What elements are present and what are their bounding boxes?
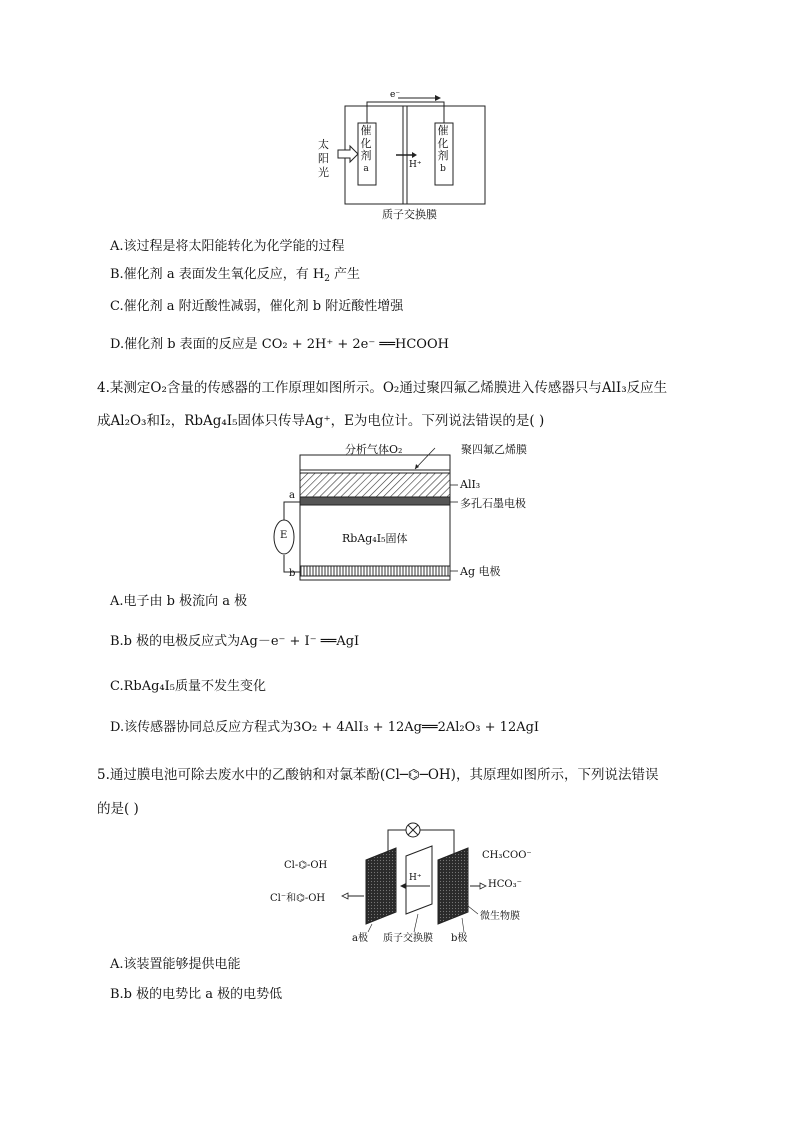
q5-proton-label: H⁺: [409, 873, 422, 883]
electrode-b-label: b: [289, 568, 296, 579]
ag-electrode: [300, 566, 450, 576]
q4-option-b: B.b 极的电极反应式为Ag－e⁻ + I⁻ ══AgI: [110, 634, 360, 649]
meter-label: E: [280, 530, 288, 541]
q5-option-b: B.b 极的电势比 a 极的电势低: [110, 987, 283, 1002]
electrode-b-label-5: b极: [451, 933, 468, 944]
q4-option-c: C.RbAg₄I₅质量不发生变化: [110, 679, 266, 694]
catalyst-a-char: 剂: [360, 149, 372, 162]
catalyst-b-char: 化: [437, 136, 449, 150]
leader-biofilm: [468, 906, 478, 914]
q3-option-b: [110, 263, 360, 284]
ali3-label: AlI₃: [460, 478, 481, 491]
graphite-electrode: [300, 497, 450, 505]
catalyst-b-label: [437, 125, 449, 175]
q4-stem-line-2: 成Al₂O₃和I₂，RbAg₄I₅固体只传导Ag⁺，E为电位计。下列说法错误的是( ): [97, 413, 545, 429]
wire-a: [284, 502, 300, 520]
acetate-label: CH₃COO⁻: [482, 850, 532, 861]
proton-arrowhead: [412, 152, 417, 158]
membrane-label: 质子交换膜: [382, 208, 437, 221]
right-product-arrowhead: [480, 883, 486, 889]
graphite-label: 多孔石墨电极: [460, 497, 526, 510]
q4-stem-line-1: 4.某测定O₂含量的传感器的工作原理如图所示。O₂通过聚四氟乙烯膜进入传感器只与AlI₃反应生: [97, 380, 668, 396]
q3-option-b-post: 产生: [329, 267, 361, 282]
cl-phenol-label: Cl-⌬-OH: [284, 860, 328, 871]
left-product-arrowhead: [342, 893, 348, 899]
membrane-label-5: 质子交换膜: [383, 933, 433, 944]
catalyst-b-char: 剂: [437, 149, 449, 162]
catalyst-a-char: 化: [360, 136, 372, 150]
sunlight-label: 太阳光: [318, 138, 329, 179]
q4-option-d: D.该传感器协同总反应方程式为3O₂ + 4AlI₃ + 12Ag══2Al₂O₃ + 12AgI: [110, 720, 540, 735]
electron-arrowhead: [435, 95, 441, 101]
ali3-layer: [300, 473, 450, 497]
electron-label: e⁻: [390, 90, 401, 100]
q3-option-b-sub: 2: [324, 274, 330, 284]
biofilm-label: 微生物膜: [480, 911, 520, 922]
leader-a: [368, 924, 372, 932]
catalyst-a-char: a: [363, 163, 369, 174]
ag-label: Ag 电极: [460, 565, 501, 578]
hco3-label: HCO₃⁻: [488, 879, 522, 890]
external-wire: [367, 102, 444, 123]
catalyst-b-char: b: [440, 163, 446, 174]
electrode-a-plate: [366, 848, 396, 924]
q5-stem-line-2: 的是( ): [97, 801, 139, 817]
q5-stem-line-1: 5.通过膜电池可除去废水中的乙酸钠和对氯苯酚(Cl─⌬─OH)，其原理如图所示，下列说法错误: [97, 767, 659, 783]
sunlight-arrow-icon: [338, 146, 358, 162]
q3-option-a: A.该过程是将太阳能转化为化学能的过程: [110, 239, 345, 254]
electrode-a-label: a: [289, 490, 295, 501]
proton-label: H⁺: [409, 160, 422, 170]
solid-label: RbAg₄I₅固体: [342, 532, 408, 545]
q3-option-b-chem: H: [312, 267, 325, 282]
q3-option-b-text: B.催化剂 a 表面发生氧化反应，有: [110, 267, 313, 282]
cl-and-phenol-label: Cl⁻和⌬-OH: [270, 893, 326, 904]
catalyst-a-char: 催: [360, 124, 372, 137]
q5-option-a: A.该装置能够提供电能: [110, 957, 241, 972]
proton-arrowhead: [400, 883, 406, 889]
electrode-a-label-5: a极: [352, 933, 368, 944]
catalyst-b-char: 催: [437, 124, 449, 137]
q3-option-c: C.催化剂 a 附近酸性减弱，催化剂 b 附近酸性增强: [110, 299, 404, 314]
catalyst-a-label: [360, 125, 372, 175]
q4-option-a: A.电子由 b 极流向 a 极: [110, 594, 248, 609]
q3-option-d: D.催化剂 b 表面的反应是 CO₂ + 2H⁺ + 2e⁻ ══HCOOH: [110, 337, 449, 352]
ptfe-label: 聚四氟乙烯膜: [461, 443, 527, 456]
electrode-b-plate: [438, 848, 468, 924]
gas-label: 分析气体O₂: [345, 443, 403, 456]
